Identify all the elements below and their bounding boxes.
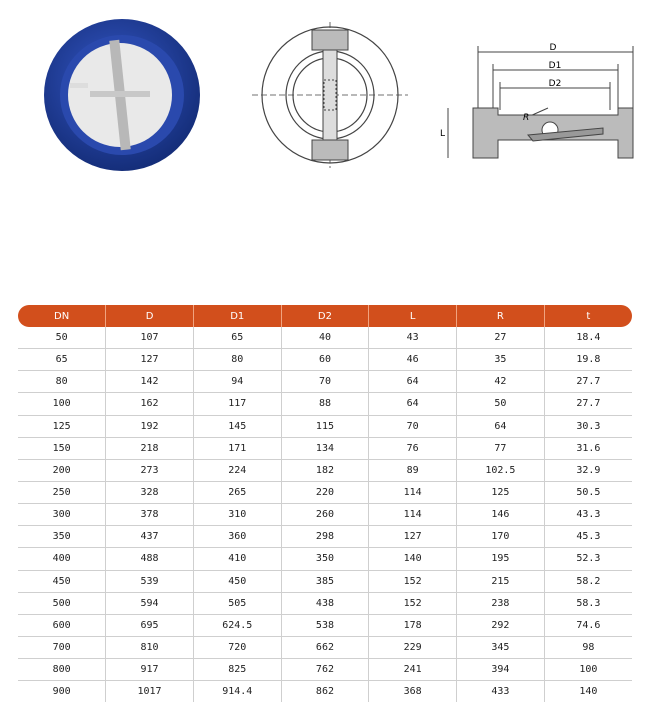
table-cell: 64 [369, 393, 457, 415]
table-cell: 98 [544, 636, 632, 658]
table-cell: 46 [369, 349, 457, 371]
table-row [18, 459, 632, 481]
table-row [18, 548, 632, 570]
table-cell: 58.2 [544, 570, 632, 592]
valve-section-icon [438, 40, 638, 180]
table-cell: 810 [106, 636, 194, 658]
table-cell: 700 [18, 636, 106, 658]
table-cell: 600 [18, 614, 106, 636]
table-cell: 127 [106, 349, 194, 371]
table-cell: 505 [193, 592, 281, 614]
valve-front-view-icon [250, 20, 410, 170]
table-cell: 76 [369, 437, 457, 459]
table-cell: 350 [281, 548, 369, 570]
table-cell: 125 [457, 481, 545, 503]
table-cell: 18.4 [544, 327, 632, 349]
table-cell: 224 [193, 459, 281, 481]
table-cell: 438 [281, 592, 369, 614]
table-cell: 450 [193, 570, 281, 592]
table-cell: 215 [457, 570, 545, 592]
table-cell: 142 [106, 371, 194, 393]
table-cell: 117 [193, 393, 281, 415]
table-row [18, 327, 632, 349]
table-cell: 394 [457, 659, 545, 681]
table-cell: 50 [457, 393, 545, 415]
table-cell: 19.8 [544, 349, 632, 371]
table-cell: 80 [18, 371, 106, 393]
table-row [18, 681, 632, 703]
table-cell: 115 [281, 415, 369, 437]
header-dn: DN [18, 305, 106, 327]
table-cell: 43 [369, 327, 457, 349]
table-row [18, 371, 632, 393]
table-cell: 27.7 [544, 371, 632, 393]
table-cell: 500 [18, 592, 106, 614]
table-cell: 624.5 [193, 614, 281, 636]
table-cell: 410 [193, 548, 281, 570]
table-cell: 140 [579, 686, 598, 698]
table-cell: 265 [193, 481, 281, 503]
table-cell: 60 [281, 349, 369, 371]
table-cell: 35 [457, 349, 545, 371]
table-cell: 368 [369, 681, 457, 703]
table-cell: 125 [18, 415, 106, 437]
label-r: R [523, 113, 530, 123]
table-cell: 273 [106, 459, 194, 481]
table-cell: 171 [193, 437, 281, 459]
table-cell: 182 [281, 459, 369, 481]
table-cell: 229 [369, 636, 457, 658]
table-cell: 488 [106, 548, 194, 570]
table-cell: 328 [106, 481, 194, 503]
header-l: L [369, 305, 457, 327]
table-row [18, 437, 632, 459]
table-row [18, 636, 632, 658]
table-cell: 539 [106, 570, 194, 592]
table-cell: 720 [193, 636, 281, 658]
table-cell: 917 [106, 659, 194, 681]
table-cell: 45.3 [544, 526, 632, 548]
table-row [18, 570, 632, 592]
dimension-table [18, 305, 632, 702]
wafer-check-valve-photo-icon [40, 15, 205, 175]
table-cell: 345 [457, 636, 545, 658]
table-row [18, 592, 632, 614]
table-cell: 360 [193, 526, 281, 548]
table-cell: 102.5 [457, 459, 545, 481]
table-cell: 65 [193, 327, 281, 349]
table-cell: 50.5 [544, 481, 632, 503]
table-row [18, 415, 632, 437]
table-cell: 450 [18, 570, 106, 592]
table-row [18, 659, 632, 681]
table-cell: 238 [457, 592, 545, 614]
table-cell: 220 [281, 481, 369, 503]
header-r: R [457, 305, 545, 327]
table-cell: 50 [18, 327, 106, 349]
table-cell: 89 [369, 459, 457, 481]
table-cell: 300 [18, 504, 106, 526]
label-d2: D2 [548, 79, 562, 89]
table-cell: 27 [457, 327, 545, 349]
table-cell: 400 [18, 548, 106, 570]
table-cell: 178 [369, 614, 457, 636]
table-row [18, 481, 632, 503]
table-cell: 825 [193, 659, 281, 681]
table-cell: 862 [281, 681, 369, 703]
table-cell: 70 [281, 371, 369, 393]
table-cell: 195 [457, 548, 545, 570]
table-cell: 114 [369, 504, 457, 526]
table-cell: 378 [106, 504, 194, 526]
table-row [18, 526, 632, 548]
figures-area [0, 0, 659, 190]
table-cell: 218 [106, 437, 194, 459]
table-cell: 64 [369, 371, 457, 393]
table-cell: 433 [457, 681, 545, 703]
table-cell: 140 [369, 548, 457, 570]
table-cell: 800 [18, 659, 106, 681]
table-cell: 260 [281, 504, 369, 526]
header-d1: D1 [193, 305, 281, 327]
table-cell: 152 [369, 570, 457, 592]
table-cell: 31.6 [544, 437, 632, 459]
table-cell: 30.3 [544, 415, 632, 437]
table-cell: 914.4 [193, 681, 281, 703]
label-l: L [440, 129, 446, 139]
table-cell: 52.3 [544, 548, 632, 570]
table-cell: 538 [281, 614, 369, 636]
table-cell: 100 [18, 393, 106, 415]
label-d: D [549, 43, 557, 53]
table-cell: 1017 [106, 681, 194, 703]
table-cell: 310 [193, 504, 281, 526]
table-cell: 107 [106, 327, 194, 349]
table-cell: 437 [106, 526, 194, 548]
table-cell: 74.6 [544, 614, 632, 636]
label-d1: D1 [548, 61, 562, 71]
table-cell: 298 [281, 526, 369, 548]
table-cell: 40 [281, 327, 369, 349]
table-cell: 292 [457, 614, 545, 636]
table-cell: 42 [457, 371, 545, 393]
table-cell: 32.9 [544, 459, 632, 481]
table-cell: 146 [457, 504, 545, 526]
table-cell: 900 [18, 681, 106, 703]
table-cell: 145 [193, 415, 281, 437]
table-cell: 150 [18, 437, 106, 459]
table-row [18, 349, 632, 371]
table-cell: 64 [457, 415, 545, 437]
table-cell: 762 [281, 659, 369, 681]
table-body [18, 327, 632, 702]
table-cell: 70 [369, 415, 457, 437]
table-header-row [18, 305, 632, 327]
table-cell: 94 [193, 371, 281, 393]
table-cell: 695 [106, 614, 194, 636]
table-row [18, 614, 632, 636]
table-cell: 662 [281, 636, 369, 658]
table-cell: 250 [18, 481, 106, 503]
table-cell: 77 [457, 437, 545, 459]
table-row [18, 504, 632, 526]
table-cell: 162 [106, 393, 194, 415]
table-cell: 88 [281, 393, 369, 415]
table-cell: 385 [281, 570, 369, 592]
table-cell: 114 [369, 481, 457, 503]
table-cell: 127 [369, 526, 457, 548]
header-d2: D2 [281, 305, 369, 327]
table-cell: 241 [369, 659, 457, 681]
table-cell: 594 [106, 592, 194, 614]
table-cell: 134 [281, 437, 369, 459]
table-cell: 152 [369, 592, 457, 614]
table-cell: 43.3 [544, 504, 632, 526]
table-cell: 192 [106, 415, 194, 437]
header-d: D [106, 305, 194, 327]
table-cell: 27.7 [544, 393, 632, 415]
table-cell: 80 [193, 349, 281, 371]
table-cell: 350 [18, 526, 106, 548]
header-t: t [544, 305, 632, 327]
table-cell: 65 [18, 349, 106, 371]
table-row [18, 393, 632, 415]
table-cell: 200 [18, 459, 106, 481]
table-cell: 100 [544, 659, 632, 681]
table-cell: 170 [457, 526, 545, 548]
table-cell: 58.3 [544, 592, 632, 614]
